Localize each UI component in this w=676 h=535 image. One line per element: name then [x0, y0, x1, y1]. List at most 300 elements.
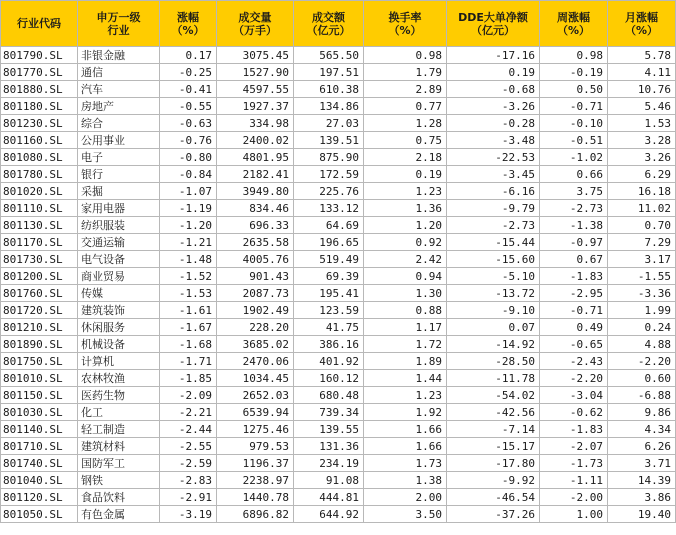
- col-monthly-change-cell: 5.78: [608, 47, 676, 64]
- col-sw-industry-header: [78, 1, 160, 47]
- col-dde-net-cell: -3.26: [447, 98, 540, 115]
- col-monthly-change-cell: 4.34: [608, 421, 676, 438]
- col-sw-industry-cell: 建筑材料: [78, 438, 160, 455]
- header-unit: （亿元）: [306, 23, 351, 37]
- col-sw-industry-cell: 采掘: [78, 183, 160, 200]
- col-volume-cell: 2652.03: [217, 387, 294, 404]
- col-turnover-rate-cell: 1.30: [364, 285, 447, 302]
- col-sw-industry-cell: 电气设备: [78, 251, 160, 268]
- col-turnover-amount-cell: 133.12: [294, 200, 364, 217]
- col-change-cell: -2.91: [160, 489, 217, 506]
- col-weekly-change-cell: -0.19: [540, 64, 608, 81]
- col-weekly-change-cell: 0.49: [540, 319, 608, 336]
- header-unit: 行业: [107, 23, 130, 37]
- col-dde-net-cell: -22.53: [447, 149, 540, 166]
- col-weekly-change-cell: 0.50: [540, 81, 608, 98]
- col-dde-net-cell: -11.78: [447, 370, 540, 387]
- col-change-cell: -2.59: [160, 455, 217, 472]
- col-volume-cell: 2635.58: [217, 234, 294, 251]
- col-turnover-amount-cell: 160.12: [294, 370, 364, 387]
- table-row: [1, 489, 676, 506]
- col-monthly-change-header: [608, 1, 676, 47]
- col-turnover-rate-cell: 1.79: [364, 64, 447, 81]
- col-turnover-amount-cell: 196.65: [294, 234, 364, 251]
- header-label: 成交额: [312, 10, 345, 24]
- header-label: 申万一级: [96, 10, 141, 24]
- col-turnover-amount-cell: 234.19: [294, 455, 364, 472]
- table-row: [1, 506, 676, 523]
- col-volume-header: [217, 1, 294, 47]
- col-turnover-rate-cell: 1.66: [364, 421, 447, 438]
- table-body: [1, 47, 676, 523]
- table-row: [1, 217, 676, 234]
- col-industry-code-cell: 801740.SL: [1, 455, 78, 472]
- col-sw-industry-cell: 房地产: [78, 98, 160, 115]
- col-change-cell: -2.09: [160, 387, 217, 404]
- col-volume-cell: 3685.02: [217, 336, 294, 353]
- table-row: [1, 455, 676, 472]
- col-sw-industry-cell: 银行: [78, 166, 160, 183]
- col-weekly-change-cell: 0.98: [540, 47, 608, 64]
- col-turnover-rate-cell: 0.88: [364, 302, 447, 319]
- col-change-cell: -1.85: [160, 370, 217, 387]
- col-turnover-rate-cell: 0.94: [364, 268, 447, 285]
- table-row: [1, 285, 676, 302]
- col-change-cell: -1.20: [160, 217, 217, 234]
- col-weekly-change-cell: -2.20: [540, 370, 608, 387]
- col-change-cell: -1.07: [160, 183, 217, 200]
- col-change-cell: -1.71: [160, 353, 217, 370]
- col-monthly-change-cell: 3.26: [608, 149, 676, 166]
- col-change-cell: -0.41: [160, 81, 217, 98]
- col-turnover-rate-cell: 1.23: [364, 183, 447, 200]
- col-monthly-change-cell: 0.70: [608, 217, 676, 234]
- col-volume-cell: 2238.97: [217, 472, 294, 489]
- col-turnover-amount-cell: 134.86: [294, 98, 364, 115]
- col-sw-industry-cell: 公用事业: [78, 132, 160, 149]
- col-monthly-change-cell: 1.99: [608, 302, 676, 319]
- col-turnover-amount-cell: 739.34: [294, 404, 364, 421]
- col-change-cell: -1.68: [160, 336, 217, 353]
- col-industry-code-cell: 801890.SL: [1, 336, 78, 353]
- col-change-cell: -0.80: [160, 149, 217, 166]
- col-change-cell: -0.25: [160, 64, 217, 81]
- col-dde-net-cell: -14.92: [447, 336, 540, 353]
- col-turnover-amount-cell: 91.08: [294, 472, 364, 489]
- col-monthly-change-cell: -3.36: [608, 285, 676, 302]
- header-label: 换手率: [388, 10, 422, 24]
- col-dde-net-cell: -46.54: [447, 489, 540, 506]
- col-turnover-amount-cell: 444.81: [294, 489, 364, 506]
- col-dde-net-cell: -6.16: [447, 183, 540, 200]
- col-turnover-amount-cell: 519.49: [294, 251, 364, 268]
- col-volume-cell: 2087.73: [217, 285, 294, 302]
- col-industry-code-cell: 801230.SL: [1, 115, 78, 132]
- col-turnover-rate-cell: 2.00: [364, 489, 447, 506]
- col-change-cell: 0.17: [160, 47, 217, 64]
- col-turnover-amount-cell: 197.51: [294, 64, 364, 81]
- col-change-cell: -1.52: [160, 268, 217, 285]
- table-row: [1, 115, 676, 132]
- col-industry-code-cell: 801770.SL: [1, 64, 78, 81]
- table-row: [1, 183, 676, 200]
- table-row: [1, 251, 676, 268]
- col-turnover-amount-cell: 172.59: [294, 166, 364, 183]
- col-dde-net-cell: -9.79: [447, 200, 540, 217]
- col-dde-net-cell: -0.28: [447, 115, 540, 132]
- col-dde-net-cell: -7.14: [447, 421, 540, 438]
- col-monthly-change-cell: 0.24: [608, 319, 676, 336]
- col-turnover-amount-cell: 401.92: [294, 353, 364, 370]
- col-monthly-change-cell: 6.26: [608, 438, 676, 455]
- col-sw-industry-cell: 通信: [78, 64, 160, 81]
- header-row: [1, 1, 676, 47]
- col-sw-industry-cell: 家用电器: [78, 200, 160, 217]
- col-turnover-rate-cell: 1.28: [364, 115, 447, 132]
- table-row: [1, 149, 676, 166]
- col-turnover-amount-cell: 610.38: [294, 81, 364, 98]
- col-industry-code-cell: 801080.SL: [1, 149, 78, 166]
- header-unit: （%）: [171, 23, 205, 37]
- col-volume-cell: 4597.55: [217, 81, 294, 98]
- col-weekly-change-cell: -0.97: [540, 234, 608, 251]
- col-weekly-change-cell: -0.71: [540, 98, 608, 115]
- table-row: [1, 47, 676, 64]
- col-industry-code-cell: 801050.SL: [1, 506, 78, 523]
- col-weekly-change-cell: -0.62: [540, 404, 608, 421]
- col-sw-industry-cell: 国防军工: [78, 455, 160, 472]
- col-sw-industry-cell: 计算机: [78, 353, 160, 370]
- col-change-cell: -1.19: [160, 200, 217, 217]
- col-sw-industry-cell: 传媒: [78, 285, 160, 302]
- col-monthly-change-cell: 19.40: [608, 506, 676, 523]
- col-change-cell: -1.61: [160, 302, 217, 319]
- col-dde-net-cell: -2.73: [447, 217, 540, 234]
- col-volume-cell: 901.43: [217, 268, 294, 285]
- table-row: [1, 268, 676, 285]
- col-volume-cell: 979.53: [217, 438, 294, 455]
- col-industry-code-cell: 801760.SL: [1, 285, 78, 302]
- col-turnover-rate-cell: 1.23: [364, 387, 447, 404]
- col-turnover-amount-cell: 680.48: [294, 387, 364, 404]
- col-industry-code-cell: 801150.SL: [1, 387, 78, 404]
- col-sw-industry-cell: 农林牧渔: [78, 370, 160, 387]
- col-industry-code-cell: 801130.SL: [1, 217, 78, 234]
- col-sw-industry-cell: 钢铁: [78, 472, 160, 489]
- col-dde-net-header: [447, 1, 540, 47]
- col-industry-code-cell: 801010.SL: [1, 370, 78, 387]
- col-turnover-rate-header: [364, 1, 447, 47]
- col-turnover-amount-cell: 64.69: [294, 217, 364, 234]
- col-dde-net-cell: -9.92: [447, 472, 540, 489]
- col-change-cell: -2.21: [160, 404, 217, 421]
- col-turnover-amount-cell: 69.39: [294, 268, 364, 285]
- header-label: 成交量: [238, 10, 272, 24]
- col-turnover-rate-cell: 1.17: [364, 319, 447, 336]
- col-turnover-amount-cell: 386.16: [294, 336, 364, 353]
- col-monthly-change-cell: 11.02: [608, 200, 676, 217]
- col-turnover-rate-cell: 0.75: [364, 132, 447, 149]
- col-change-cell: -3.19: [160, 506, 217, 523]
- col-turnover-rate-cell: 0.19: [364, 166, 447, 183]
- col-sw-industry-cell: 机械设备: [78, 336, 160, 353]
- col-monthly-change-cell: 0.60: [608, 370, 676, 387]
- col-monthly-change-cell: -2.20: [608, 353, 676, 370]
- col-monthly-change-cell: 1.53: [608, 115, 676, 132]
- col-industry-code-cell: 801750.SL: [1, 353, 78, 370]
- header-unit: （亿元）: [471, 23, 515, 37]
- col-sw-industry-cell: 医药生物: [78, 387, 160, 404]
- col-dde-net-cell: -54.02: [447, 387, 540, 404]
- col-turnover-amount-cell: 123.59: [294, 302, 364, 319]
- col-sw-industry-cell: 食品饮料: [78, 489, 160, 506]
- col-turnover-amount-cell: 225.76: [294, 183, 364, 200]
- table-row: [1, 98, 676, 115]
- col-monthly-change-cell: -1.55: [608, 268, 676, 285]
- col-monthly-change-cell: 4.88: [608, 336, 676, 353]
- col-weekly-change-cell: -3.04: [540, 387, 608, 404]
- col-dde-net-cell: -37.26: [447, 506, 540, 523]
- col-industry-code-cell: 801110.SL: [1, 200, 78, 217]
- table-row: [1, 132, 676, 149]
- col-weekly-change-header: [540, 1, 608, 47]
- table-row: [1, 404, 676, 421]
- col-weekly-change-cell: -2.00: [540, 489, 608, 506]
- col-volume-cell: 1527.90: [217, 64, 294, 81]
- col-sw-industry-cell: 交通运输: [78, 234, 160, 251]
- col-industry-code-cell: 801210.SL: [1, 319, 78, 336]
- col-industry-code-cell: 801120.SL: [1, 489, 78, 506]
- col-dde-net-cell: -28.50: [447, 353, 540, 370]
- col-turnover-rate-cell: 0.98: [364, 47, 447, 64]
- col-turnover-rate-cell: 2.89: [364, 81, 447, 98]
- col-dde-net-cell: -17.80: [447, 455, 540, 472]
- col-turnover-amount-cell: 139.55: [294, 421, 364, 438]
- col-turnover-rate-cell: 1.89: [364, 353, 447, 370]
- col-change-header: [160, 1, 217, 47]
- col-weekly-change-cell: -0.65: [540, 336, 608, 353]
- col-monthly-change-cell: 9.86: [608, 404, 676, 421]
- col-turnover-rate-cell: 1.36: [364, 200, 447, 217]
- col-turnover-amount-cell: 565.50: [294, 47, 364, 64]
- col-dde-net-cell: -15.17: [447, 438, 540, 455]
- col-dde-net-cell: -15.44: [447, 234, 540, 251]
- col-turnover-rate-cell: 3.50: [364, 506, 447, 523]
- col-weekly-change-cell: -2.95: [540, 285, 608, 302]
- col-industry-code-cell: 801710.SL: [1, 438, 78, 455]
- col-weekly-change-cell: -1.73: [540, 455, 608, 472]
- col-volume-cell: 6896.82: [217, 506, 294, 523]
- header-label: 行业代码: [17, 17, 61, 30]
- col-weekly-change-cell: -2.43: [540, 353, 608, 370]
- col-industry-code-cell: 801780.SL: [1, 166, 78, 183]
- col-turnover-amount-cell: 195.41: [294, 285, 364, 302]
- col-monthly-change-cell: 7.29: [608, 234, 676, 251]
- col-turnover-amount-cell: 131.36: [294, 438, 364, 455]
- col-weekly-change-cell: -0.51: [540, 132, 608, 149]
- col-turnover-rate-cell: 2.42: [364, 251, 447, 268]
- col-monthly-change-cell: 10.76: [608, 81, 676, 98]
- col-weekly-change-cell: -1.11: [540, 472, 608, 489]
- col-weekly-change-cell: -0.71: [540, 302, 608, 319]
- col-monthly-change-cell: 16.18: [608, 183, 676, 200]
- table-row: [1, 200, 676, 217]
- col-dde-net-cell: 0.07: [447, 319, 540, 336]
- table-row: [1, 166, 676, 183]
- header-unit: （%）: [624, 23, 659, 37]
- col-monthly-change-cell: 3.28: [608, 132, 676, 149]
- col-sw-industry-cell: 化工: [78, 404, 160, 421]
- col-dde-net-cell: -5.10: [447, 268, 540, 285]
- col-industry-code-cell: 801140.SL: [1, 421, 78, 438]
- col-dde-net-cell: -9.10: [447, 302, 540, 319]
- col-turnover-rate-cell: 1.20: [364, 217, 447, 234]
- col-monthly-change-cell: 3.86: [608, 489, 676, 506]
- col-volume-cell: 1902.49: [217, 302, 294, 319]
- col-weekly-change-cell: 0.66: [540, 166, 608, 183]
- col-turnover-rate-cell: 1.44: [364, 370, 447, 387]
- col-change-cell: -1.53: [160, 285, 217, 302]
- table-row: [1, 302, 676, 319]
- col-sw-industry-cell: 电子: [78, 149, 160, 166]
- col-dde-net-cell: -0.68: [447, 81, 540, 98]
- col-change-cell: -1.21: [160, 234, 217, 251]
- col-monthly-change-cell: 4.11: [608, 64, 676, 81]
- col-industry-code-cell: 801180.SL: [1, 98, 78, 115]
- header-label: 涨幅: [177, 10, 199, 24]
- col-industry-code-cell: 801880.SL: [1, 81, 78, 98]
- col-turnover-amount-cell: 644.92: [294, 506, 364, 523]
- col-volume-cell: 1196.37: [217, 455, 294, 472]
- table-row: [1, 370, 676, 387]
- col-weekly-change-cell: 0.67: [540, 251, 608, 268]
- col-weekly-change-cell: -2.73: [540, 200, 608, 217]
- col-sw-industry-cell: 综合: [78, 115, 160, 132]
- table-row: [1, 387, 676, 404]
- col-monthly-change-cell: 6.29: [608, 166, 676, 183]
- col-weekly-change-cell: -1.02: [540, 149, 608, 166]
- col-industry-code-cell: 801030.SL: [1, 404, 78, 421]
- table-row: [1, 81, 676, 98]
- col-monthly-change-cell: -6.88: [608, 387, 676, 404]
- col-turnover-rate-cell: 0.77: [364, 98, 447, 115]
- col-weekly-change-cell: -2.07: [540, 438, 608, 455]
- col-weekly-change-cell: -1.83: [540, 268, 608, 285]
- table-row: [1, 64, 676, 81]
- col-dde-net-cell: -13.72: [447, 285, 540, 302]
- col-industry-code-cell: 801040.SL: [1, 472, 78, 489]
- col-weekly-change-cell: 3.75: [540, 183, 608, 200]
- col-change-cell: -0.76: [160, 132, 217, 149]
- table-row: [1, 472, 676, 489]
- col-change-cell: -0.84: [160, 166, 217, 183]
- col-dde-net-cell: -42.56: [447, 404, 540, 421]
- col-volume-cell: 3949.80: [217, 183, 294, 200]
- table-row: [1, 234, 676, 251]
- col-dde-net-cell: -3.45: [447, 166, 540, 183]
- col-industry-code-cell: 801720.SL: [1, 302, 78, 319]
- col-volume-cell: 2470.06: [217, 353, 294, 370]
- col-industry-code-cell: 801200.SL: [1, 268, 78, 285]
- table-row: [1, 336, 676, 353]
- col-sw-industry-cell: 有色金属: [78, 506, 160, 523]
- table-row: [1, 319, 676, 336]
- col-change-cell: -2.83: [160, 472, 217, 489]
- col-turnover-rate-cell: 1.92: [364, 404, 447, 421]
- col-volume-cell: 834.46: [217, 200, 294, 217]
- col-industry-code-cell: 801020.SL: [1, 183, 78, 200]
- header-unit: （%）: [556, 23, 591, 37]
- col-turnover-amount-cell: 875.90: [294, 149, 364, 166]
- col-dde-net-cell: -3.48: [447, 132, 540, 149]
- col-dde-net-cell: 0.19: [447, 64, 540, 81]
- col-turnover-rate-cell: 1.38: [364, 472, 447, 489]
- col-turnover-rate-cell: 1.73: [364, 455, 447, 472]
- col-sw-industry-cell: 轻工制造: [78, 421, 160, 438]
- col-industry-code-cell: 801170.SL: [1, 234, 78, 251]
- col-turnover-amount-cell: 139.51: [294, 132, 364, 149]
- col-turnover-amount-cell: 27.03: [294, 115, 364, 132]
- col-monthly-change-cell: 5.46: [608, 98, 676, 115]
- col-industry-code-header: [1, 1, 78, 47]
- col-sw-industry-cell: 休闲服务: [78, 319, 160, 336]
- col-volume-cell: 228.20: [217, 319, 294, 336]
- col-sw-industry-cell: 汽车: [78, 81, 160, 98]
- col-volume-cell: 1034.45: [217, 370, 294, 387]
- col-change-cell: -1.67: [160, 319, 217, 336]
- header-label: 周涨幅: [557, 10, 590, 24]
- col-volume-cell: 696.33: [217, 217, 294, 234]
- col-turnover-rate-cell: 1.72: [364, 336, 447, 353]
- col-sw-industry-cell: 商业贸易: [78, 268, 160, 285]
- col-volume-cell: 4005.76: [217, 251, 294, 268]
- col-volume-cell: 1927.37: [217, 98, 294, 115]
- col-volume-cell: 2182.41: [217, 166, 294, 183]
- col-change-cell: -2.55: [160, 438, 217, 455]
- header-label: DDE大单净额: [458, 10, 528, 24]
- col-volume-cell: 4801.95: [217, 149, 294, 166]
- col-weekly-change-cell: -0.10: [540, 115, 608, 132]
- col-turnover-amount-cell: 41.75: [294, 319, 364, 336]
- col-dde-net-cell: -17.16: [447, 47, 540, 64]
- col-monthly-change-cell: 14.39: [608, 472, 676, 489]
- col-volume-cell: 2400.02: [217, 132, 294, 149]
- col-volume-cell: 6539.94: [217, 404, 294, 421]
- col-turnover-rate-cell: 0.92: [364, 234, 447, 251]
- col-turnover-rate-cell: 2.18: [364, 149, 447, 166]
- col-weekly-change-cell: -1.83: [540, 421, 608, 438]
- col-weekly-change-cell: 1.00: [540, 506, 608, 523]
- col-change-cell: -2.44: [160, 421, 217, 438]
- col-sw-industry-cell: 纺织服装: [78, 217, 160, 234]
- col-dde-net-cell: -15.60: [447, 251, 540, 268]
- table-row: [1, 438, 676, 455]
- col-industry-code-cell: 801160.SL: [1, 132, 78, 149]
- col-volume-cell: 3075.45: [217, 47, 294, 64]
- col-sw-industry-cell: 建筑装饰: [78, 302, 160, 319]
- col-monthly-change-cell: 3.71: [608, 455, 676, 472]
- table-row: [1, 421, 676, 438]
- col-change-cell: -0.55: [160, 98, 217, 115]
- col-weekly-change-cell: -1.38: [540, 217, 608, 234]
- col-volume-cell: 1275.46: [217, 421, 294, 438]
- header-unit: （万手）: [233, 23, 277, 37]
- col-monthly-change-cell: 3.17: [608, 251, 676, 268]
- col-turnover-amount-header: [294, 1, 364, 47]
- col-industry-code-cell: 801790.SL: [1, 47, 78, 64]
- header-unit: （%）: [388, 23, 422, 37]
- col-industry-code-cell: 801730.SL: [1, 251, 78, 268]
